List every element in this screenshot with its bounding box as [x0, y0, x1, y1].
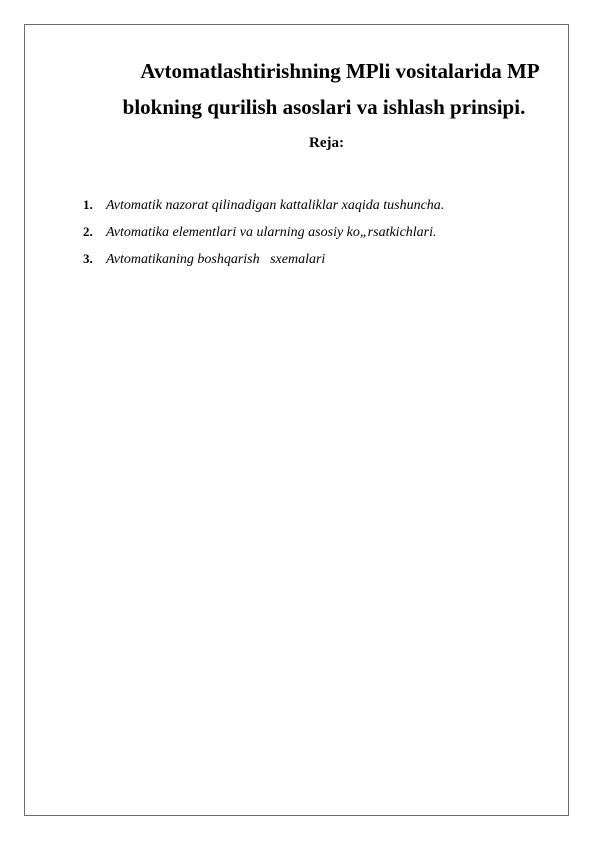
plan-list — [83, 197, 444, 278]
document-title-line-1: Avtomatlashtirishning MPli vositalarida MP — [140, 59, 540, 83]
plan-item-number: 1. — [83, 197, 93, 212]
plan-item-number: 2. — [83, 224, 93, 239]
plan-item — [83, 224, 444, 251]
plan-item-number: 3. — [83, 251, 93, 266]
document-title-line-2: blokning qurilish asoslari va ishlash prinsipi. — [122, 95, 526, 119]
plan-item — [83, 197, 444, 224]
plan-item-text: Avtomatik nazorat qilinadigan kattaliklar xaqida tushuncha. — [106, 198, 445, 213]
plan-item-text: Avtomatika elementlari va ularning asosiy ko„rsatkichlari. — [106, 225, 437, 240]
plan-item — [83, 251, 444, 278]
plan-item-text: Avtomatikaning boshqarish sxemalari — [106, 252, 326, 267]
plan-heading: Reja: — [309, 135, 344, 151]
